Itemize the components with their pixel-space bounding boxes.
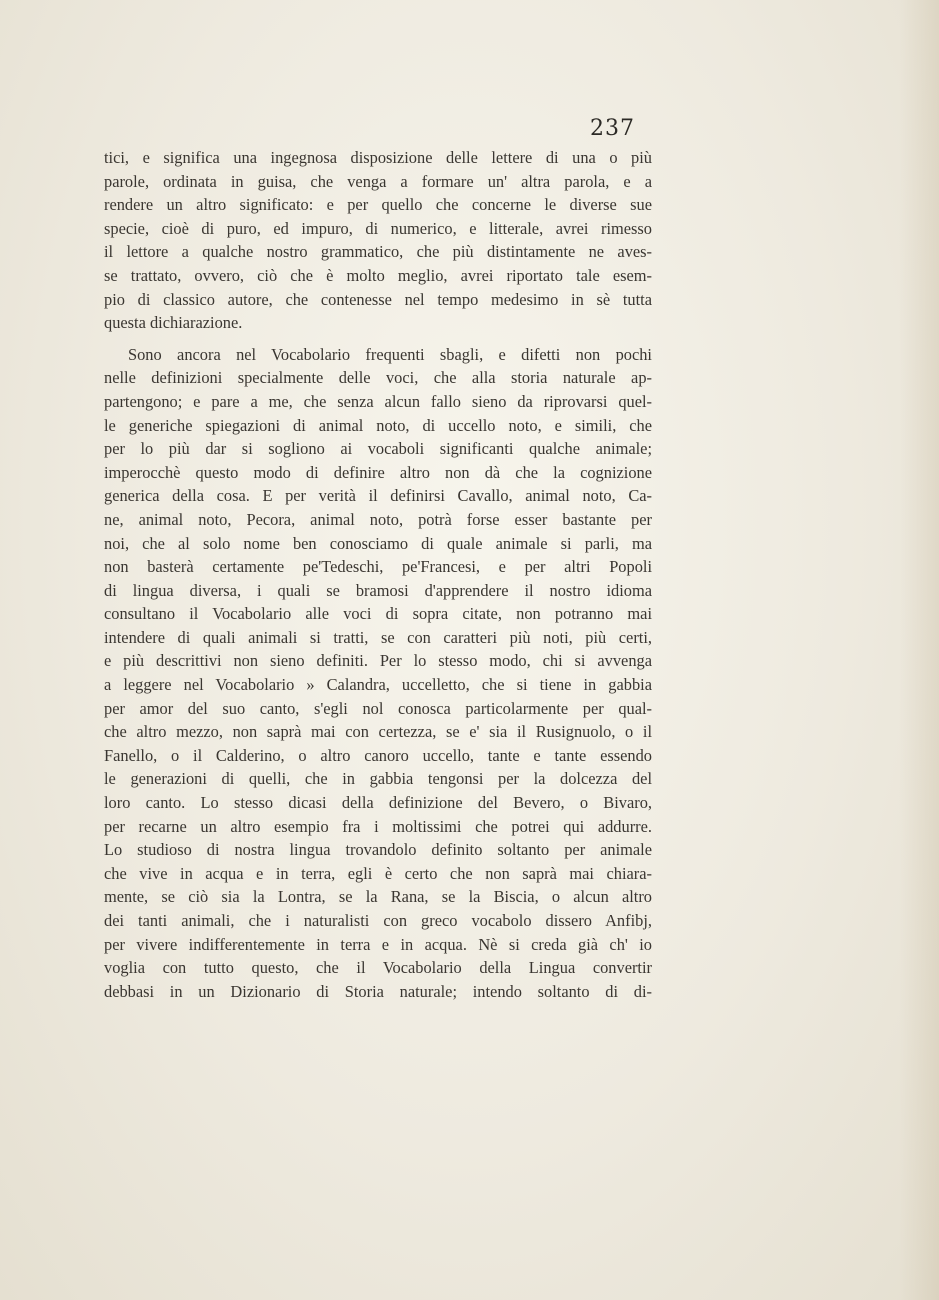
paragraph-1 xyxy=(104,146,652,335)
text-line: Sono ancora nel Vocabolario frequenti sbagli, e difetti non pochi xyxy=(128,344,652,364)
text-line: a leggere nel Vocabolario » Calandra, uccelletto, che si tiene in gabbia xyxy=(104,675,652,695)
text-line: di lingua diversa, i quali se bramosi d'apprendere il nostro idioma xyxy=(104,580,652,600)
text-line: pio di classico autore, che contenesse nel tempo medesimo in sè tutta xyxy=(104,289,652,309)
text-line: rendere un altro significato: e per quello che concerne le diverse sue xyxy=(104,195,652,215)
paragraph-2 xyxy=(104,343,652,1004)
text-line: ne, animal noto, Pecora, animal noto, potrà forse esser bastante per xyxy=(104,509,652,529)
text-line: loro canto. Lo stesso dicasi della definizione del Bevero, o Bivaro, xyxy=(104,793,652,813)
text-line: le generiche spiegazioni di animal noto, di uccello noto, e simili, che xyxy=(104,415,652,435)
text-line: che vive in acqua e in terra, egli è certo che non saprà mai chiara- xyxy=(104,863,652,883)
text-line: noi, che al solo nome ben conosciamo di quale animale si parli, ma xyxy=(104,533,652,553)
text-line: per lo più dar si sogliono ai vocaboli significanti qualche animale; xyxy=(104,439,652,459)
text-line: e più descrittivi non sieno definiti. Per lo stesso modo, chi si avvenga xyxy=(104,651,652,671)
text-line: specie, cioè di puro, ed impuro, di numerico, e litterale, avrei rimesso xyxy=(104,218,652,238)
text-line: parole, ordinata in guisa, che venga a formare un' altra parola, e a xyxy=(104,171,652,191)
text-line: se trattato, ovvero, ciò che è molto meglio, avrei riportato tale esem- xyxy=(104,265,652,285)
page-number: 237 xyxy=(590,116,635,141)
text-line: dei tanti animali, che i naturalisti con greco vocabolo dissero Anfibj, xyxy=(104,911,652,930)
text-line: intendere di quali animali si tratti, se con caratteri più noti, più certi, xyxy=(104,627,652,647)
text-line: per amor del suo canto, s'egli nol conosca particolarmente per qual- xyxy=(104,698,652,718)
text-line: nelle definizioni specialmente delle voci, che alla storia naturale ap- xyxy=(104,368,652,388)
text-line: che altro mezzo, non saprà mai con certezza, se e' sia il Rusignuolo, o il xyxy=(104,722,652,742)
text-line: per vivere indifferentemente in terra e in acqua. Nè si creda già ch' io xyxy=(104,934,652,954)
text-line: questa dichiarazione. xyxy=(104,313,243,333)
text-line: generica della cosa. E per verità il definirsi Cavallo, animal noto, Ca- xyxy=(104,486,652,506)
text-line: consultano il Vocabolario alle voci di sopra citate, non potranno mai xyxy=(104,604,652,624)
text-line: tici, e significa una ingegnosa disposizione delle lettere di una o più xyxy=(104,148,652,167)
text-line: debbasi in un Dizionario di Storia naturale; intendo soltanto di di- xyxy=(104,981,652,1001)
text-line: Fanello, o il Calderino, o altro canoro uccello, tante e tante essendo xyxy=(104,745,652,765)
text-line: per recarne un altro esempio fra i moltissimi che potrei qui addurre. xyxy=(104,816,652,836)
text-line: non basterà certamente pe'Tedeschi, pe'Francesi, e per altri Popoli xyxy=(104,557,652,577)
text-line: imperocchè questo modo di definire altro non dà che la cognizione xyxy=(104,462,652,482)
text-line: il lettore a qualche nostro grammatico, che più distintamente ne aves- xyxy=(104,242,652,262)
text-line: partengono; e pare a me, che senza alcun fallo sieno da riprovarsi quel- xyxy=(104,391,652,411)
text-line: voglia con tutto questo, che il Vocabolario della Lingua convertir xyxy=(104,958,652,978)
text-line: le generazioni di quelli, che in gabbia tengonsi per la dolcezza del xyxy=(104,769,652,789)
body-text xyxy=(104,146,652,1003)
text-line: Lo studioso di nostra lingua trovandolo definito soltanto per animale xyxy=(104,840,652,860)
text-line: mente, se ciò sia la Lontra, se la Rana, se la Biscia, o alcun altro xyxy=(104,887,652,907)
